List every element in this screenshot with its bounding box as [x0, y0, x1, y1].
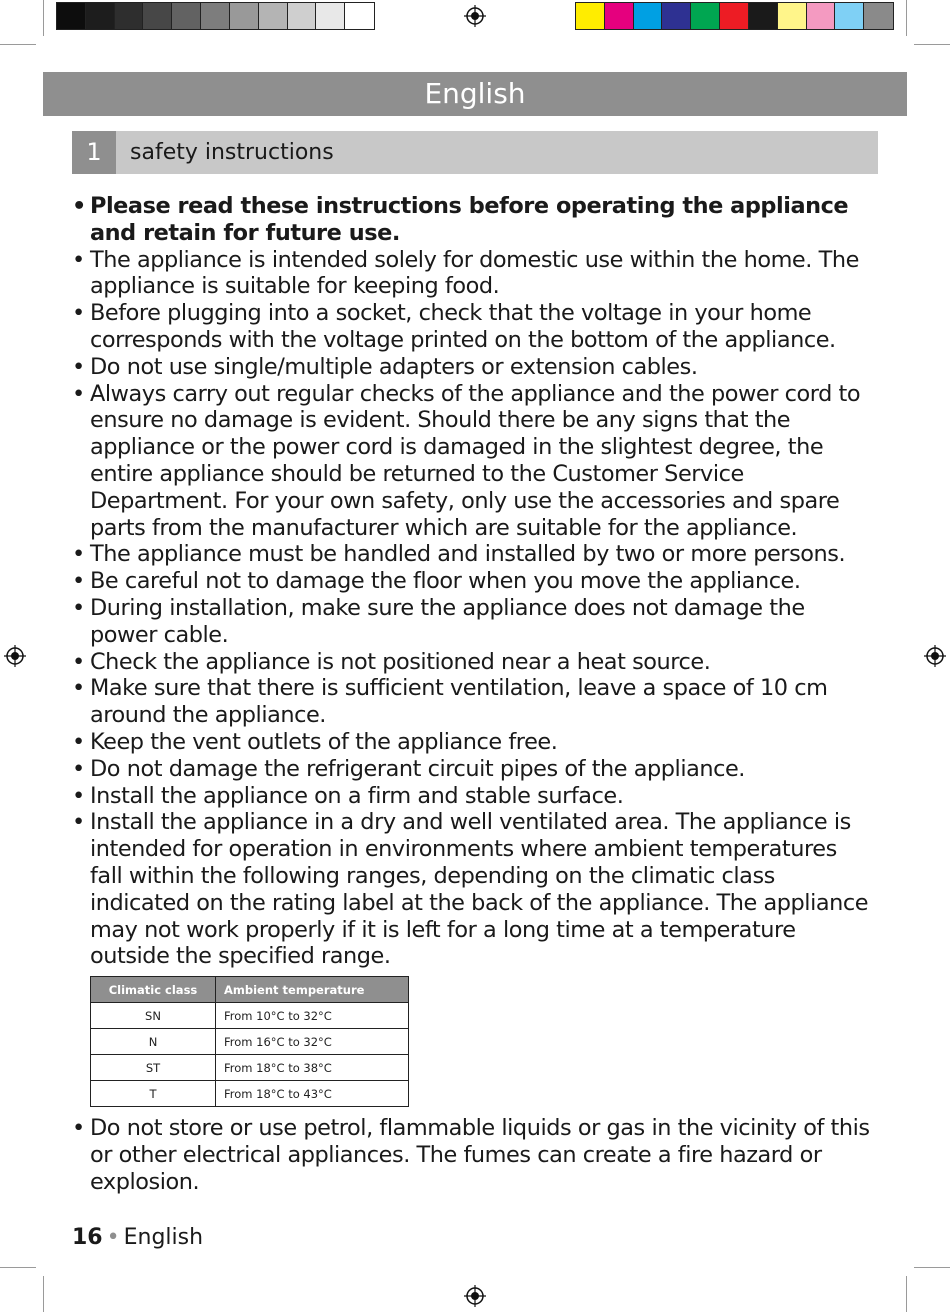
bullet: • [72, 755, 85, 782]
page-footer [72, 1225, 203, 1250]
list-item [72, 354, 872, 381]
bullet: • [72, 782, 85, 809]
bullet: • [72, 246, 85, 273]
instruction-text: Before plugging into a socket, check that the voltage in your home corresponds with the voltage printed on the bottom of the appliance. [90, 300, 836, 353]
bullet: • [72, 541, 85, 568]
ambient-temperature-cell: From 18°C to 43°C [216, 1081, 409, 1107]
grayscale-color-bar [56, 2, 375, 30]
color-swatch [691, 3, 720, 29]
table-row [91, 1055, 409, 1081]
instruction-text: The appliance is intended solely for domestic use within the home. The appliance is suitable for keeping food. [90, 246, 859, 300]
climate-class-table [90, 976, 409, 1107]
section-header [72, 131, 878, 174]
climatic-class-cell: ST [91, 1055, 216, 1081]
instruction-text: Be careful not to damage the floor when you move the appliance. [90, 568, 801, 595]
crop-mark [914, 44, 950, 45]
bullet: • [72, 594, 85, 621]
instruction-text: Make sure that there is sufficient ventilation, leave a space of 10 cm around the appliance. [90, 675, 828, 729]
instruction-text: Do not use single/multiple adapters or extension cables. [90, 353, 698, 380]
color-swatch [288, 3, 317, 29]
ambient-temperature-cell: From 18°C to 38°C [216, 1055, 409, 1081]
instruction-list [72, 193, 872, 970]
instruction-text: During installation, make sure the appliance does not damage the power cable. [90, 594, 805, 648]
safety-instructions [72, 193, 872, 1196]
column-header: Ambient temperature [216, 977, 409, 1003]
instruction-text: Install the appliance on a firm and stable surface. [90, 782, 624, 809]
climatic-class-cell: N [91, 1029, 216, 1055]
color-swatch [345, 3, 374, 29]
list-item [72, 595, 872, 649]
crop-mark [0, 44, 36, 45]
bullet: • [72, 809, 85, 836]
table-row [91, 1003, 409, 1029]
color-swatch [605, 3, 634, 29]
instruction-text: Do not damage the refrigerant circuit pipes of the appliance. [90, 755, 745, 782]
crop-mark [906, 0, 907, 36]
list-item [72, 541, 872, 568]
footer-language: English [123, 1225, 204, 1250]
bullet: • [72, 1115, 85, 1142]
section-title: safety instructions [130, 140, 334, 165]
crop-mark [906, 1276, 907, 1312]
list-item [72, 809, 872, 970]
crop-mark [0, 1267, 36, 1268]
color-swatch [259, 3, 288, 29]
crop-mark [43, 1276, 44, 1312]
color-swatch [807, 3, 836, 29]
color-swatch [230, 3, 259, 29]
color-swatch [835, 3, 864, 29]
list-item [72, 247, 872, 301]
bullet: • [72, 380, 85, 407]
color-swatch [864, 3, 893, 29]
list-item [72, 1115, 872, 1195]
column-header: Climatic class [91, 977, 216, 1003]
registration-mark-icon [464, 1285, 486, 1307]
footer-separator: • [106, 1225, 120, 1250]
table-header-row [91, 977, 409, 1003]
list-item [72, 649, 872, 676]
crop-mark [914, 1267, 950, 1268]
process-color-bar [575, 2, 894, 30]
ambient-temperature-cell: From 16°C to 32°C [216, 1029, 409, 1055]
color-swatch [720, 3, 749, 29]
page-number: 16 [72, 1225, 103, 1250]
list-item [72, 568, 872, 595]
climatic-class-cell: SN [91, 1003, 216, 1029]
registration-mark-icon [924, 645, 946, 667]
color-swatch [86, 3, 115, 29]
instruction-list [72, 1115, 872, 1195]
ambient-temperature-cell: From 10°C to 32°C [216, 1003, 409, 1029]
color-swatch [749, 3, 778, 29]
table-row [91, 1029, 409, 1055]
registration-mark-icon [464, 5, 486, 27]
color-swatch [316, 3, 345, 29]
list-item [72, 193, 872, 247]
section-number: 1 [72, 131, 116, 174]
color-swatch [201, 3, 230, 29]
color-swatch [143, 3, 172, 29]
instruction-text: Keep the vent outlets of the appliance free. [90, 728, 558, 755]
color-swatch [172, 3, 201, 29]
instruction-text: The appliance must be handled and installed by two or more persons. [90, 541, 846, 568]
instruction-text: Do not store or use petrol, flammable liquids or gas in the vicinity of this or other electrical appliances. The fumes can create a fire hazard or explosion. [90, 1115, 870, 1195]
table-row [91, 1081, 409, 1107]
color-swatch [778, 3, 807, 29]
bullet: • [72, 728, 85, 755]
color-swatch [576, 3, 605, 29]
registration-mark-icon [4, 645, 26, 667]
bullet: • [72, 300, 85, 327]
instruction-text: Always carry out regular checks of the appliance and the power cord to ensure no damage is evident. Should there be any signs that the appliance or the power cord is damaged in the slightest degree, the entire appliance should be returned to the Customer Service Department. For your own safety, only use the accessories and spare parts from the manufacturer which are suitable for the appliance. [90, 380, 861, 541]
instruction-text: Please read these instructions before operating the appliance and retain for future use. [90, 193, 849, 246]
language-header: English [43, 72, 907, 116]
bullet: • [72, 648, 85, 675]
list-item [72, 381, 872, 542]
climatic-class-cell: T [91, 1081, 216, 1107]
crop-mark [43, 0, 44, 36]
bullet: • [72, 675, 85, 702]
list-item [72, 756, 872, 783]
instruction-text: Check the appliance is not positioned near a heat source. [90, 648, 711, 675]
bullet: • [72, 568, 85, 595]
color-swatch [662, 3, 691, 29]
color-swatch [57, 3, 86, 29]
color-swatch [115, 3, 144, 29]
list-item [72, 783, 872, 810]
list-item [72, 675, 872, 729]
instruction-text: Install the appliance in a dry and well ventilated area. The appliance is intended for operation in environments where ambient temperatures fall within the following ranges, depending on the climatic class indicated on the rating label at the back of the appliance. The appliance may not work properly if it is left for a long time at a temperature outside the specified range. [90, 809, 869, 970]
list-item [72, 729, 872, 756]
list-item [72, 300, 872, 354]
bullet: • [72, 353, 85, 380]
bullet: • [72, 193, 86, 219]
color-swatch [634, 3, 663, 29]
